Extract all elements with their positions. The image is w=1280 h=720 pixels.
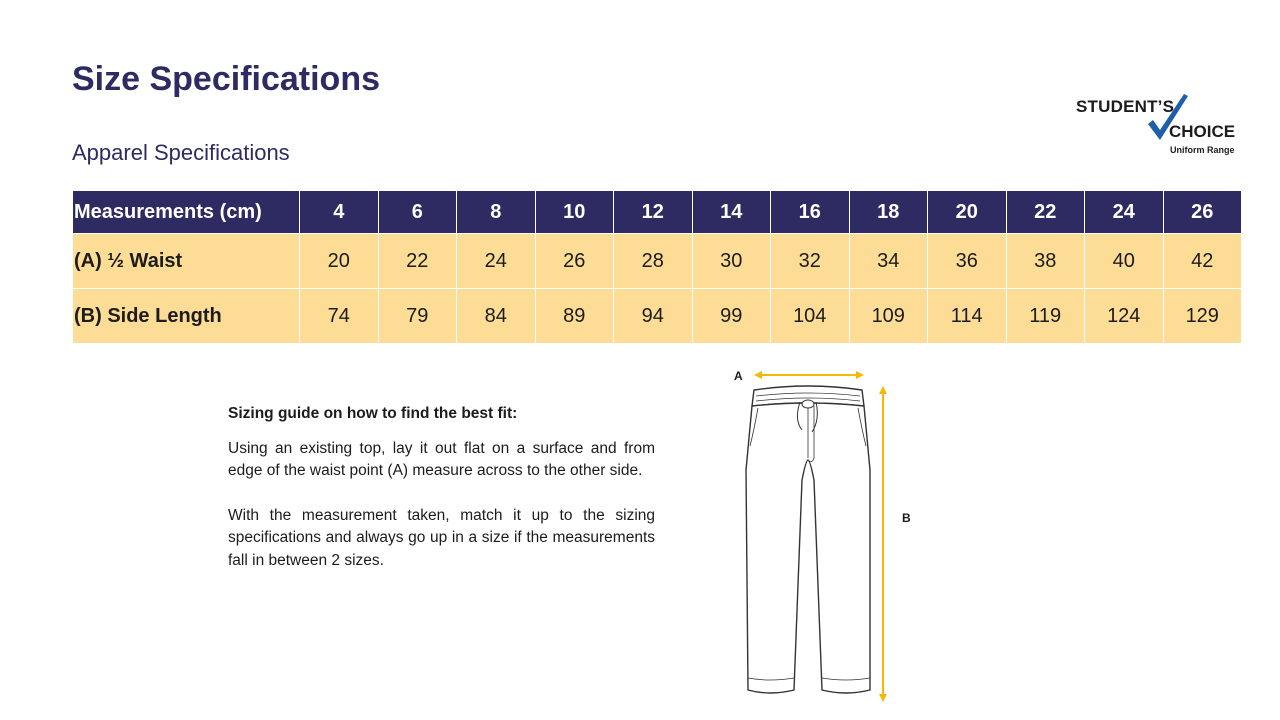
table-cell: 84 <box>457 289 536 344</box>
table-cell: 114 <box>928 289 1007 344</box>
size-spec-table <box>72 190 1242 344</box>
header-size: 12 <box>614 191 693 234</box>
pants-diagram <box>728 360 928 710</box>
table-cell: 34 <box>849 234 928 289</box>
label-b: B <box>902 511 911 525</box>
table-cell: 109 <box>849 289 928 344</box>
table-cell: 104 <box>771 289 850 344</box>
table-cell: 89 <box>535 289 614 344</box>
header-size: 24 <box>1085 191 1164 234</box>
table-cell: 28 <box>614 234 693 289</box>
logo-text-uniform-range: Uniform Range <box>1170 145 1235 155</box>
header-size: 8 <box>457 191 536 234</box>
table-row-waist <box>73 234 1242 289</box>
table-header-row <box>73 191 1242 234</box>
table-cell: 30 <box>692 234 771 289</box>
table-cell: 124 <box>1085 289 1164 344</box>
table-cell: 79 <box>378 289 457 344</box>
logo-text-students: STUDENT’S <box>1076 97 1175 116</box>
table-cell: 24 <box>457 234 536 289</box>
table-cell: 26 <box>535 234 614 289</box>
table-cell: 36 <box>928 234 1007 289</box>
table-cell: 20 <box>300 234 379 289</box>
header-size: 18 <box>849 191 928 234</box>
guide-paragraph-1: Using an existing top, lay it out flat on a surface and from edge of the waist point (A) measure across to the other side. <box>228 439 655 479</box>
page-subtitle: Apparel Specifications <box>72 140 290 165</box>
sizing-guide <box>228 403 655 594</box>
students-choice-logo <box>1070 92 1250 162</box>
header-size: 22 <box>1006 191 1085 234</box>
table-row-side-length <box>73 289 1242 344</box>
header-size: 14 <box>692 191 771 234</box>
logo-text-choice: CHOICE <box>1169 122 1236 141</box>
header-measurements: Measurements (cm) <box>73 191 300 234</box>
table-cell: 32 <box>771 234 850 289</box>
row-label-waist: (A) ½ Waist <box>73 234 300 289</box>
table-cell: 94 <box>614 289 693 344</box>
table-cell: 22 <box>378 234 457 289</box>
header-size: 16 <box>771 191 850 234</box>
row-label-side-length: (B) Side Length <box>73 289 300 344</box>
table-cell: 99 <box>692 289 771 344</box>
table-cell: 119 <box>1006 289 1085 344</box>
table-cell: 40 <box>1085 234 1164 289</box>
header-size: 6 <box>378 191 457 234</box>
table-cell: 74 <box>300 289 379 344</box>
table-cell: 38 <box>1006 234 1085 289</box>
label-a: A <box>734 369 743 383</box>
pants-outline <box>746 386 870 693</box>
waist-arrow <box>754 371 864 379</box>
header-size: 10 <box>535 191 614 234</box>
header-size: 20 <box>928 191 1007 234</box>
length-arrow <box>879 386 887 702</box>
header-size: 4 <box>300 191 379 234</box>
guide-paragraph-2: With the measurement taken, match it up to the sizing specifications and always go up in a size if the measurements fall in between 2 sizes. <box>228 506 655 569</box>
guide-heading: Sizing guide on how to find the best fit: <box>228 405 518 422</box>
table-cell: 42 <box>1163 234 1242 289</box>
page-title: Size Specifications <box>72 60 380 98</box>
table-cell: 129 <box>1163 289 1242 344</box>
header-size: 26 <box>1163 191 1242 234</box>
